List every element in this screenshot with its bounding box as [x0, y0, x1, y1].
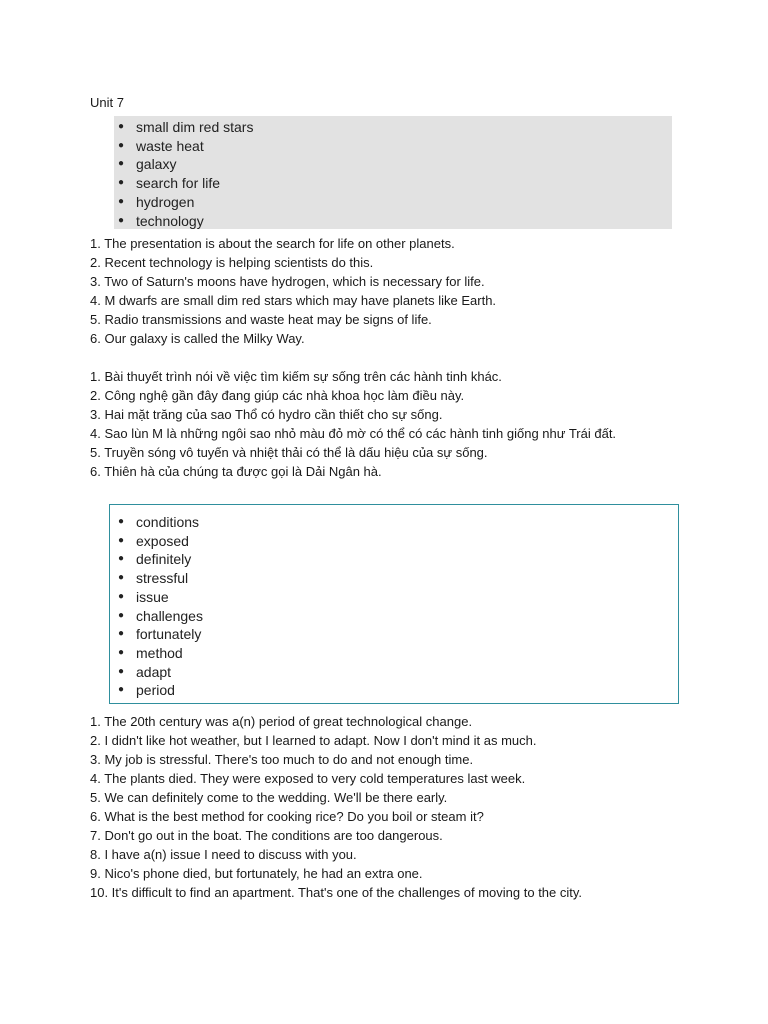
sentence-line: 4. M dwarfs are small dim red stars which may have planets like Earth.	[90, 293, 497, 308]
vocab-item: ● galaxy	[118, 156, 177, 173]
vocab-item: ● issue	[118, 588, 169, 605]
bullet-icon: ●	[118, 214, 125, 226]
vocab-box-1	[114, 116, 672, 229]
english-sentences-2	[90, 712, 582, 902]
sentence-line: 5. Truyền sóng vô tuyến và nhiệt thải có thể là dấu hiệu của sự sống.	[90, 445, 488, 460]
sentence-line: 6. Our galaxy is called the Milky Way.	[90, 331, 305, 346]
bullet-icon: ●	[118, 534, 125, 546]
bullet-icon: ●	[118, 609, 125, 621]
sentence-line: 1. The presentation is about the search for life on other planets.	[90, 236, 455, 251]
vocab-item: ● definitely	[118, 551, 192, 568]
bullet-icon: ●	[118, 158, 125, 170]
sentence-line: 6. Thiên hà của chúng ta được gọi là Dải Ngân hà.	[90, 464, 382, 479]
bullet-icon: ●	[118, 139, 125, 151]
vocab-item: ● period	[118, 682, 175, 699]
vocab-item: ● exposed	[118, 532, 189, 549]
bullet-icon: ●	[118, 665, 125, 677]
bullet-icon: ●	[118, 646, 125, 658]
vocab-item: ● conditions	[118, 514, 200, 530]
sentence-line: 3. Hai mặt trăng của sao Thổ có hydro cần thiết cho sự sống.	[90, 407, 443, 422]
sentence-line: 9. Nico's phone died, but fortunately, he had an extra one.	[90, 866, 423, 881]
sentence-line: 6. What is the best method for cooking rice? Do you boil or steam it?	[90, 809, 484, 824]
sentence-line: 10. It's difficult to find an apartment. That's one of the challenges of moving to the city.	[90, 885, 583, 900]
sentence-line: 3. My job is stressful. There's too much to do and not enough time.	[90, 752, 474, 767]
sentence-line: 7. Don't go out in the boat. The conditions are too dangerous.	[90, 828, 443, 843]
vocab-item: ● small dim red stars	[118, 119, 254, 135]
bullet-icon: ●	[118, 177, 125, 189]
bullet-icon: ●	[118, 121, 125, 132]
bullet-icon: ●	[118, 628, 125, 640]
vocab-item: ● adapt	[118, 663, 172, 680]
vocab-box-2	[109, 504, 679, 704]
sentence-line: 2. I didn't like hot weather, but I learned to adapt. Now I don't mind it as much.	[90, 733, 537, 748]
bullet-icon: ●	[118, 684, 125, 696]
sentence-line: 2. Recent technology is helping scientists do this.	[90, 255, 374, 270]
bullet-icon: ●	[118, 516, 125, 527]
sentence-line: 8. I have a(n) issue I need to discuss with you.	[90, 847, 357, 862]
sentence-line: 4. Sao lùn M là những ngôi sao nhỏ màu đỏ mờ có thể có các hành tinh giống như Trái đất.	[90, 426, 617, 441]
sentence-line: 4. The plants died. They were exposed to very cold temperatures last week.	[90, 771, 526, 786]
vocab-item: ● challenges	[118, 607, 203, 624]
bullet-icon: ●	[118, 590, 125, 602]
vocab-item: ● technology	[118, 212, 204, 229]
vocab-item: ● hydrogen	[118, 193, 195, 210]
vocab-item: ● waste heat	[118, 137, 204, 154]
sentence-line: 1. The 20th century was a(n) period of great technological change.	[90, 714, 473, 729]
vocab-list-2	[114, 513, 203, 700]
vocab-list-1	[114, 118, 253, 230]
vocab-item: ● search for life	[118, 175, 221, 192]
vocab-item: ● fortunately	[118, 626, 202, 643]
sentence-line: 3. Two of Saturn's moons have hydrogen, which is necessary for life.	[90, 274, 485, 289]
bullet-icon: ●	[118, 572, 125, 584]
bullet-icon: ●	[118, 553, 125, 565]
sentence-line: 2. Công nghệ gần đây đang giúp các nhà khoa học làm điều này.	[90, 388, 465, 403]
vocab-item: ● stressful	[118, 570, 189, 587]
english-sentences-1	[90, 234, 496, 348]
sentence-line: 5. Radio transmissions and waste heat may be signs of life.	[90, 312, 432, 327]
unit-title: Unit 7	[90, 95, 124, 110]
vocab-item: ● method	[118, 644, 183, 661]
bullet-icon: ●	[118, 195, 125, 207]
vietnamese-sentences	[90, 367, 616, 481]
sentence-line: 5. We can definitely come to the wedding. We'll be there early.	[90, 790, 448, 805]
sentence-line: 1. Bài thuyết trình nói về việc tìm kiếm sự sống trên các hành tinh khác.	[90, 369, 502, 384]
